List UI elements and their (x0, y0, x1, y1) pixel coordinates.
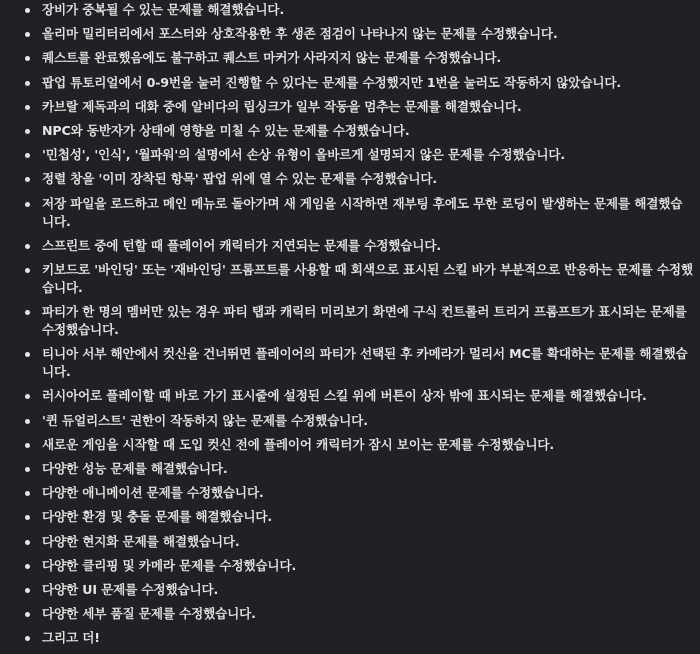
bullet-icon (25, 352, 30, 357)
list-item-text: 러시아어로 플레이할 때 바로 가기 표시줄에 설정된 스킬 위에 버튼이 상자 밖에 표시되는 문제를 해결했습니다. (42, 388, 647, 404)
list-item-text: 다양한 현지화 문제를 해결했습니다. (42, 533, 240, 549)
bullet-icon (25, 32, 30, 37)
bullet-icon (25, 515, 30, 520)
list-item-text: '민첩성', '인식', '월파워'의 설명에서 손상 유형이 올바르게 설명되지 않은 문제를 수정했습니다. (42, 147, 566, 163)
bullet-icon (25, 467, 30, 472)
list-item (0, 98, 700, 116)
list-item (0, 25, 700, 43)
list-item-text: 다양한 애니메이션 문제를 수정했습니다. (42, 485, 264, 501)
bullet-icon (25, 419, 30, 424)
bullet-icon (25, 56, 30, 61)
list-item-text: 정렬 창을 '이미 장착된 항목' 팝업 위에 열 수 있는 문제를 수정했습니다. (42, 171, 438, 187)
bullet-icon (25, 244, 30, 249)
list-item (0, 508, 700, 526)
list-item-text: 다양한 성능 문제를 해결했습니다. (42, 461, 228, 476)
list-item (0, 412, 700, 430)
list-item (0, 581, 700, 599)
list-item-text: 키보드로 '바인딩' 또는 '재바인딩' 프롬프트를 사용할 때 회색으로 표시된 스킬 바가 부분적으로 반응하는 문제를 수정했습니다. (42, 261, 693, 295)
list-item-text: 다양한 UI 문제를 수정했습니다. (42, 581, 219, 597)
list-item (0, 122, 700, 140)
bullet-icon (25, 105, 30, 110)
bullet-icon (25, 310, 30, 315)
bullet-icon (25, 564, 30, 569)
bullet-icon (25, 636, 30, 641)
list-item (0, 605, 700, 623)
list-item (0, 629, 700, 647)
bullet-icon (25, 540, 30, 545)
list-item-text: NPC와 동반자가 상태에 영향을 미칠 수 있는 문제를 수정했습니다. (42, 122, 410, 138)
list-item-text: 파티가 한 명의 멤버만 있는 경우 파티 탭과 캐릭터 미리보기 화면에 구식 컨트롤러 트리거 프롬프트가 표시되는 문제를 수정했습니다. (42, 304, 687, 338)
list-item (0, 387, 700, 405)
list-item-text: 다양한 세부 품질 문제를 수정했습니다. (42, 606, 256, 622)
list-item-text: 팝업 튜토리얼에서 0-9번을 눌러 진행할 수 있다는 문제를 수정했지만 1번을 눌러도 작동하지 않았습니다. (42, 74, 622, 90)
list-item-text: 올리마 밀리터리에서 포스터와 상호작용한 후 생존 점검이 나타나지 않는 문제를 수정했습니다. (42, 26, 558, 42)
list-item (0, 170, 700, 188)
list-item (0, 195, 700, 231)
bullet-icon (25, 588, 30, 593)
list-item-text: 장비가 중복될 수 있는 문제를 해결했습니다. (42, 2, 285, 17)
bullet-icon (25, 81, 30, 86)
list-item-text: 퀘스트를 완료했음에도 불구하고 퀘스트 마커가 사라지지 않는 문제를 수정했습니다. (42, 50, 502, 66)
list-item (0, 484, 700, 502)
bullet-icon (25, 153, 30, 158)
list-item (0, 74, 700, 92)
list-item (0, 345, 700, 381)
list-item (0, 460, 700, 478)
list-item (0, 146, 700, 164)
bullet-icon (25, 443, 30, 448)
list-item-text: 카브랄 제독과의 대화 중에 알비다의 립싱크가 일부 작동을 멈추는 문제를 해결했습니다. (42, 98, 522, 114)
bullet-icon (25, 8, 30, 13)
list-item (0, 49, 700, 67)
list-item (0, 533, 700, 551)
list-item (0, 557, 700, 575)
list-item-text: 그리고 더! (42, 630, 100, 646)
bullet-icon (25, 491, 30, 496)
list-item (0, 237, 700, 255)
bullet-icon (25, 177, 30, 182)
list-item-text: '퀸 듀얼리스트' 권한이 작동하지 않는 문제를 수정했습니다. (42, 412, 368, 428)
list-item (0, 1, 700, 19)
list-item (0, 303, 700, 339)
list-item-text: 새로운 게임을 시작할 때 도입 컷신 전에 플레이어 캐릭터가 잠시 보이는 문제를 수정했습니다. (42, 436, 555, 452)
bullet-icon (25, 612, 30, 617)
list-item (0, 261, 700, 297)
list-item-text: 다양한 환경 및 충돌 문제를 해결했습니다. (42, 509, 273, 525)
list-item (0, 436, 700, 454)
bullet-icon (25, 202, 30, 207)
bullet-icon (25, 268, 30, 273)
list-item-text: 티니아 서부 해안에서 컷신을 건너뛰면 플레이어의 파티가 선택된 후 카메라가 멀리서 MC를 확대하는 문제를 해결했습니다. (42, 346, 688, 380)
bullet-icon (25, 129, 30, 134)
bullet-icon (25, 394, 30, 399)
list-item-text: 다양한 클리핑 및 카메라 문제를 수정했습니다. (42, 557, 297, 573)
list-item-text: 저장 파일을 로드하고 메인 메뉴로 돌아가며 새 게임을 시작하면 재부팅 후에도 무한 로딩이 발생하는 문제를 해결했습니다. (42, 195, 683, 229)
list-item-text: 스프린트 중에 턴할 때 플레이어 캐릭터가 지연되는 문제를 수정했습니다. (42, 237, 441, 253)
